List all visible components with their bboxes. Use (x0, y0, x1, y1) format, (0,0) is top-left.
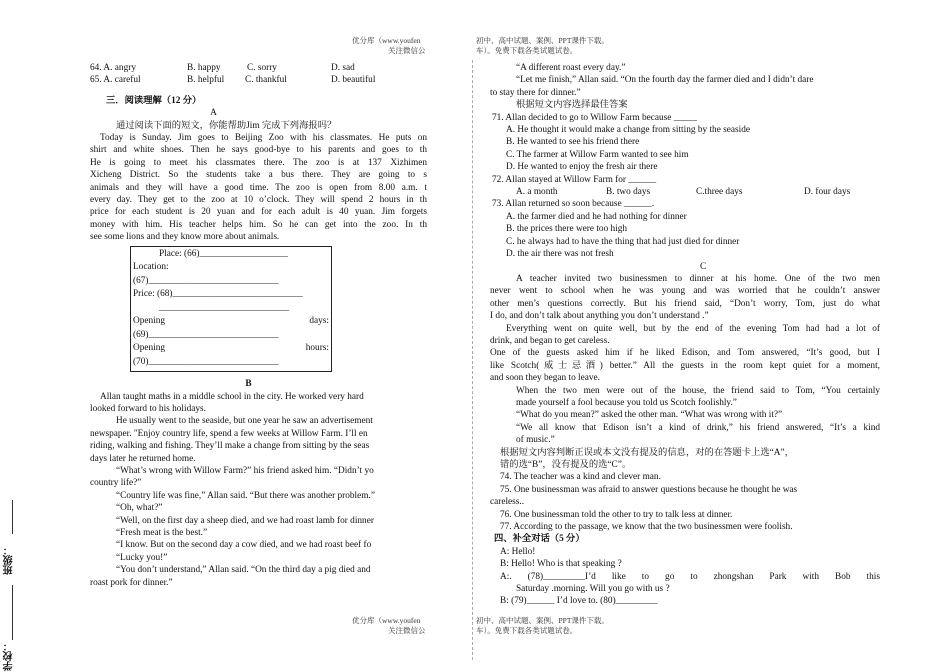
dialog-line: B: Hello! Who is that speaking ? (500, 559, 622, 570)
class-label: 班级： (4, 545, 15, 575)
q71-option: C. The farmer at Willow Farm wanted to see him (506, 149, 689, 160)
question-71: 71. Allan decided to go to Willow Farm because _____ (492, 112, 697, 123)
passage-b-line: days later he returned home. (90, 453, 196, 464)
opening-days-label: Opening (133, 316, 166, 327)
q71-option: A. He thought it would make a change from sitting by the seaside (506, 125, 750, 136)
passage-a-line: every day. They get to the zoo at 10 o’clock. They will spend 2 hours in th (90, 195, 427, 206)
poster-opening-hours (133, 342, 329, 356)
q71-options (490, 124, 880, 174)
passage-b-line: “Oh, what?” (116, 503, 163, 514)
poster-location: Location: (133, 262, 169, 273)
poster-price: Price: (68)____________________________ (133, 289, 303, 300)
header-right-line2: 车）。免费下载各类试题试卷。 (476, 46, 578, 55)
passage-b-line: Allan taught maths in a middle school in the city. He worked very hard (100, 391, 364, 402)
footer-left-line2: 关注微信公 (388, 626, 426, 635)
q73-option: C. he always had to have the thing that had just died for dinner (506, 236, 740, 247)
header-left-line2: 关注微信公 (388, 46, 426, 55)
passage-a-line: animals and they will have a good time. The zoo is open from 8.00 a.m. t (90, 182, 427, 193)
passage-a-line: price for each student is 20 yuan and for each adult is 40 yuan. Jim forgets (90, 207, 427, 218)
passage-c-line: “What do you mean?” asked the other man. “What was wrong with it?” (516, 410, 783, 421)
passage-c-line: Everything went on quite well, but by the end of the evening Tom had had a lot of (506, 323, 880, 334)
passage-a-line: money with him. His teacher helps him. So he can get into the zoo. In th (90, 219, 427, 230)
class-underline (12, 500, 13, 534)
passage-a-last: see some lions and they know more about animals. (90, 232, 280, 243)
passage-c-line: “We all know that Edison isn’t a kind of drink,” his friend answered, “It’s a kind (516, 422, 880, 433)
passage-a-line: Today is Sunday. Jim goes to Beijing Zoo with his classmates. He puts on (100, 133, 427, 144)
passage-c-line: made yourself a fool because you told us Scotch foolishly.” (516, 397, 737, 408)
passage-c-line: 76. One businessman told the other to try to talk less at dinner. (500, 509, 733, 520)
passage-c (490, 273, 880, 534)
dialog-line: B: (79)______ I’d love to. (80)_________ (500, 596, 658, 607)
passage-c-line: One of the guests asked him if he liked Edison, and Tom answered, “It’s good, but I (490, 348, 880, 359)
q64-c: C. sorry (247, 63, 277, 73)
poster-70: (70)____________________________ (133, 356, 279, 367)
question-72: 72. Allan stayed at Willow Farm for ______ (492, 174, 657, 185)
header-right (476, 36, 609, 56)
q72-b: B. two days (606, 187, 651, 198)
passage-c-line: other men’s questions correctly. But his friend said, “Don’t worry, Tom, just do what (490, 298, 880, 309)
section4-title: 四、补全对话（5 分） (494, 534, 585, 545)
passage-a-line: shirt and white shoes. Then he says good-bye to his parents and goes to th (90, 145, 427, 156)
q65-a: 65. A. careful (90, 75, 141, 86)
q72-a: A. a month (516, 187, 558, 198)
q73-option: B. the prices there were too high (506, 224, 628, 235)
passage-c-line: When the two men were out of the house, the friend said to Tom, “You certainly (516, 385, 880, 396)
poster-67: (67)____________________________ (133, 275, 279, 286)
passage-c-line: of music.” (516, 435, 555, 446)
passage-a-intro: 通过阅读下面的短文，你能帮助Jim 完成下列海报吗？ (116, 120, 337, 131)
footer-left-line1: 优分库（www.youfen (352, 616, 421, 625)
passage-b-label: B (245, 379, 252, 390)
passage-a (90, 132, 427, 231)
q65-d: D. beautiful (331, 75, 376, 86)
q73-option: D. the air there was not fresh (506, 249, 614, 260)
q64-a: 64. A. angry (90, 63, 136, 73)
header-left-line1: 优分库（www.youfen (352, 36, 421, 45)
passage-c-line: like Scotch(威士忌酒) better.” All the guests in the room kept quiet for a moment, (490, 360, 880, 371)
school-label: 学校： (4, 641, 15, 671)
q72-c: C.three days (696, 187, 743, 198)
passage-b-line: He usually went to the seaside, but one year he saw an advertisement (116, 416, 373, 427)
passage-c-label: C (700, 261, 707, 272)
hours-label: hours: (305, 343, 329, 354)
passage-c-line: 75. One businessman was afraid to answer questions because he thought he was (500, 484, 798, 495)
passage-b (90, 391, 427, 590)
passage-b-line: “Fresh meat is the best.” (116, 528, 208, 539)
footer-right (476, 616, 609, 636)
opening-hours-label: Opening (133, 343, 166, 354)
question-73: 73. Allan returned so soon because ______. (492, 199, 655, 210)
right-column (490, 62, 880, 607)
left-column (90, 62, 427, 607)
passage-b-line: “You don’t understand,” Allan said. “On the third day a pig died and (116, 565, 371, 576)
poster-place: Place: (66)___________________ (159, 248, 288, 259)
passage-c-line: drink, and began to get careless. (490, 335, 610, 346)
passage-c-line: and soon they began to leave. (490, 373, 600, 384)
passage-c-line: A teacher invited two businessmen to dinner at his home. One of the two men (516, 273, 880, 284)
q64-b: B. happy (187, 63, 221, 73)
q72-d: D. four days (804, 187, 851, 198)
poster-opening-days (133, 315, 329, 329)
passage-c-line: never went to school when he was young and was worried that he couldn’t answer (490, 286, 880, 297)
footer-right-line1: 初中、高中试题、案例、PPT课件下载。 (476, 616, 609, 625)
passage-b-line: “Well, on the first day a sheep died, and we had roast lamb for dinner (116, 515, 374, 526)
q64-d: D. sad (331, 63, 355, 73)
passage-b-line: “What’s wrong with Willow Farm?” his friend asked him. “Didn’t yo (116, 466, 374, 477)
q65-b: B. helpful (187, 75, 225, 86)
passage-b-continued-line: “Let me finish,” Allan said. “On the fourth day the farmer died and I didn’t dare (516, 75, 814, 86)
passage-c-line: I do, and don’t talk about anything you don’t understand .” (490, 311, 709, 322)
passage-b-line: “I know. But on the second day a cow died, and we had roast beef fo (116, 540, 372, 551)
passage-b-continued-line: “A different roast every day.” (516, 63, 626, 73)
footer-left (352, 616, 426, 636)
q73-option: A. the farmer died and he had nothing for dinner (506, 211, 687, 222)
dialog-line: A:. (78)_________I’d like to go to zhongshan Park with Bob this (500, 571, 880, 582)
question-64 (90, 62, 427, 74)
passage-c-line: 错的选“B”，没有提及的选“C”。 (500, 460, 632, 470)
dialog-line: A: Hello! (500, 546, 536, 557)
passage-a-line: Xicheng District. So the students take a bus there. They are going to s (90, 170, 427, 181)
section3-title: 三．阅读理解（12 分） (106, 95, 202, 106)
q71-option: B. He wanted to see his friend there (506, 137, 640, 148)
passage-b-line: riding, walking and fishing. They’ll make a change from sitting by the seas (90, 441, 370, 452)
passage-b-line: roast pork for dinner.” (90, 577, 173, 588)
passage-b-line: “Lucky you!” (116, 552, 168, 563)
footer-right-line2: 车）。免费下载各类试题试卷。 (476, 626, 578, 635)
header-left (352, 36, 426, 56)
days-label: days: (309, 316, 329, 327)
school-underline (12, 585, 13, 640)
passage-b-line: looked forward to his holidays. (90, 404, 206, 414)
q65-c: C. thankful (245, 75, 287, 86)
passage-c-line: careless.. (490, 497, 525, 508)
poster-price-line2: ____________________________ (159, 302, 290, 313)
header-right-line1: 初中、高中试题、案例、PPT课件下载。 (476, 36, 609, 45)
dialog-line: Saturday .morning. Will you go with us ? (516, 584, 670, 595)
zoo-poster-box (130, 246, 332, 373)
page-divider (472, 60, 474, 660)
passage-b-line: newspaper. "Enjoy country life, spend a few weeks at Willow Farm. I’ll en (90, 428, 368, 439)
passage-a-label: A (210, 108, 217, 119)
passage-c-line: 74. The teacher was a kind and clever man. (500, 472, 661, 483)
passage-c-line: 根据短文内容判断正误或本文没有提及的信息，对的在答题卡上选“A”， (500, 447, 794, 458)
question-65 (90, 74, 427, 86)
q72-options (490, 186, 880, 198)
passage-b-line: “Country life was fine,” Allan said. “But there was another problem.” (116, 490, 375, 501)
dialog (490, 546, 880, 607)
q73-options (490, 211, 880, 261)
poster-69: (69)____________________________ (133, 329, 279, 340)
q71-option: D. He wanted to enjoy the fresh air there (506, 162, 658, 173)
passage-b-continued (490, 62, 880, 112)
passage-c-line: 77. According to the passage, we know that the two businessmen were foolish. (500, 522, 793, 533)
passage-b-continued-line: to stay there for dinner.” (490, 87, 581, 98)
passage-b-continued-line: 根据短文内容选择最佳答案 (516, 100, 628, 111)
passage-a-line: He is going to meet his classmates there. The zoo is at 137 Xizhimen (90, 157, 427, 168)
passage-b-line: country life?” (90, 478, 142, 489)
